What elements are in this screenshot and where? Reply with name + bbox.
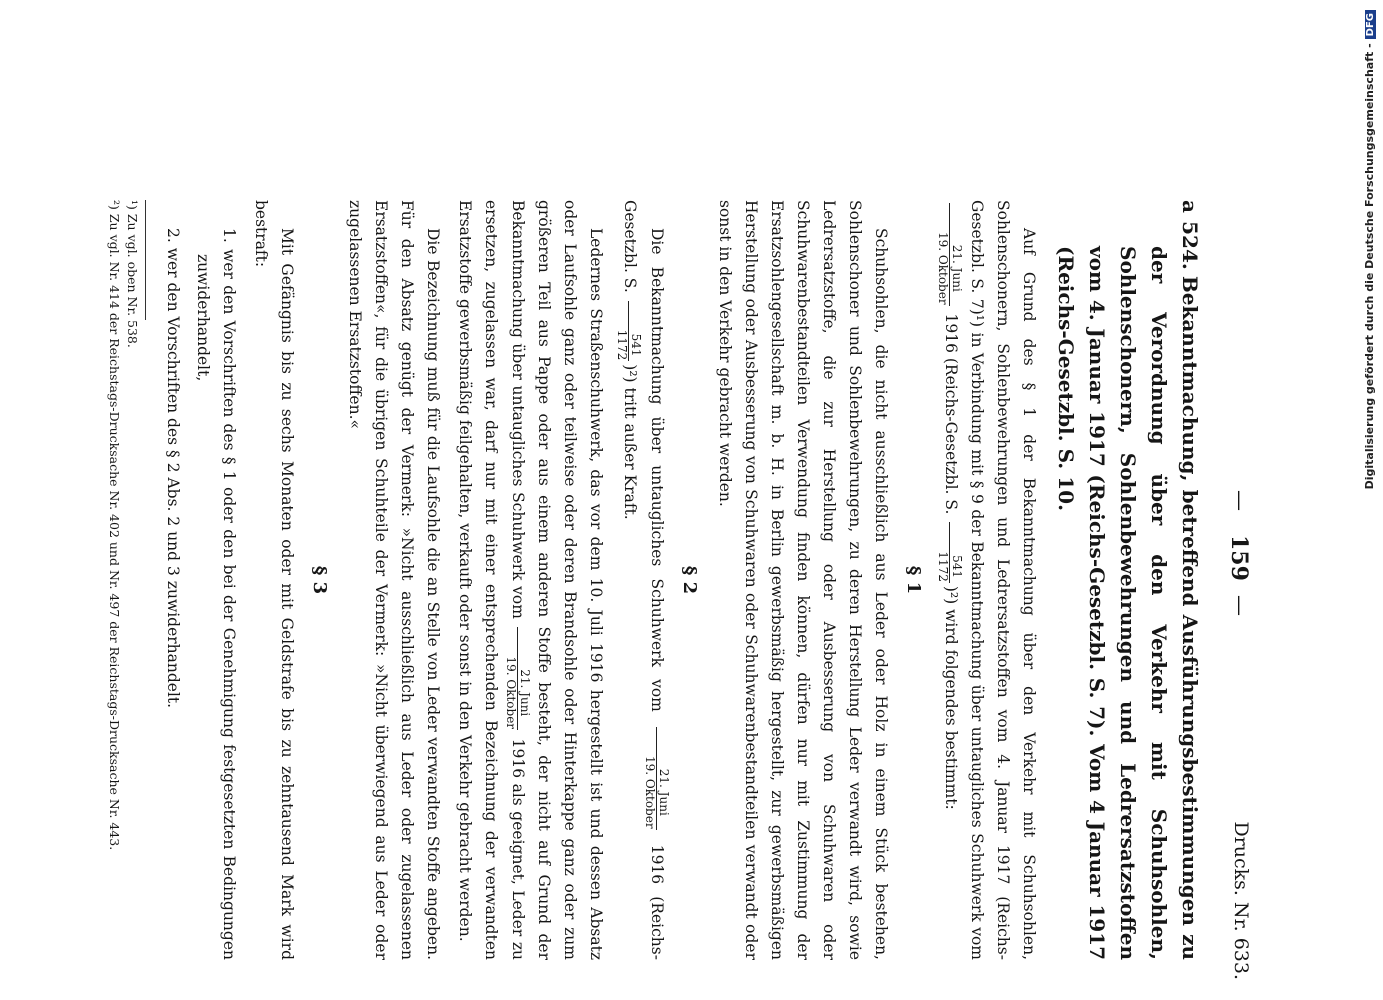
- page-number: 159: [1226, 535, 1252, 581]
- date-fraction: [643, 727, 670, 830]
- frac-top: 21. Juni: [950, 203, 964, 306]
- title-number: a 524.: [1178, 200, 1202, 270]
- page-fraction: [616, 301, 643, 362]
- penalty-item-2: 2. wer den Vorschriften des § 2 Abs. 2 und 3 zuwiderhandelt.: [164, 228, 182, 709]
- page-header: [1222, 190, 1252, 980]
- frac-top: 541: [950, 522, 964, 583]
- druck-reference: Drucks. Nr. 633.: [1230, 821, 1252, 980]
- s2-p2-text-1: Ledernes Straßenschuhwerk, das vor dem 10. Juli 1916 hergestellt ist und dessen Absatz oder Laufsohle ganz oder teilweise oder deren Brandsohle oder Hinterkappe ganz oder zum größeren Teil aus Pappe oder aus einem anderen Stoffe besteht, der nicht auf Grund der Bekanntmachung über untaugliches Schuhwerk vom: [509, 200, 606, 960]
- footnote-2: ²) Zu vgl. Nr. 414 der Reichstags-Drucksache Nr. 402 und Nr. 497 der Reichstags-Drucksache Nr. 443.: [107, 200, 122, 851]
- header-dash-left: —: [1228, 490, 1252, 511]
- section-3-intro: Mit Gefängnis bis zu sechs Monaten oder mit Geldstrafe bis zu zehntausend Mark wird bestraft:: [252, 200, 296, 960]
- section-2-paragraph-2: [452, 200, 610, 960]
- intro-paragraph: [937, 200, 1043, 960]
- date-fraction: [937, 203, 964, 306]
- document-body: [105, 200, 1205, 960]
- section-heading-2: § 2: [679, 565, 701, 595]
- frac-bottom: 1172: [615, 329, 630, 361]
- title-text: Bekanntmachung, betreffend Ausführungsbestimmungen zu der Verordnung über den Verkehr mit Schuhsohlen, Sohlenschonern, Sohlenbewehrungen und Ledrersatzstoffen vom 4. Januar 1917 (Reichs-Gesetzbl. S. 7). Vom 4 Januar 1917 (Reichs-Gesetzbl. S. 10.: [1054, 246, 1202, 961]
- rotated-page: [107, 170, 1260, 990]
- penalty-item-1: 1. wer den Vorschriften des § 1 oder den bei der Genehmigung festgesetzten Bedingungen zuwiderhandelt,: [194, 228, 238, 960]
- page-fraction: [937, 522, 964, 583]
- document-title: [1050, 200, 1205, 960]
- frac-top: 21. Juni: [656, 727, 670, 830]
- s2-text-1: Die Bekanntmachung über untaugliches Schuhwerk vom: [648, 228, 667, 712]
- s2-p2-text-2: 1916 als geeignet, Leder zu ersetzen, zugelassen war, darf nur mit einer entsprechenden Bezeichnung der verwandten Ersatzstoffe gewerbsmäßig feilgehalten, verkauft oder sonst in den Verkehr gebracht werden.: [456, 200, 528, 960]
- credit-text: Digitalisierung gefördert durch die Deutsche Forschungsgemeinschaft -: [1363, 43, 1376, 490]
- frac-bottom: 1172: [936, 551, 951, 582]
- intro-text-1: Auf Grund des § 1 der Bekanntmachung über den Verkehr mit Schuhsohlen, Sohlenschonern, Sohlenbewehrungen und Ledrersatzstoffen vom 4. Januar 1917 (Reichs-Gesetzbl. S. 7)¹) in Verbindung mit § 9 der Bekanntmachung über untaugliches Schuhwerk vom: [968, 200, 1038, 960]
- header-dash-right: —: [1228, 595, 1252, 616]
- section-heading-3: § 3: [309, 565, 330, 595]
- section-heading-1: § 1: [903, 565, 925, 595]
- s2-text-3: )²) tritt außer Kraft.: [621, 364, 639, 520]
- frac-top: 21. Juni: [517, 627, 531, 730]
- section-2-paragraph-1: [616, 200, 671, 960]
- s2-text-2: 1916 (Reichs-Gesetzbl. S.: [621, 200, 667, 960]
- intro-text-2: 1916 (Reichs-Gesetzbl. S.: [942, 313, 960, 515]
- frac-bottom: 19. Oktober: [936, 232, 951, 305]
- intro-text-3: )²) wird folgendes bestimmt:: [942, 585, 960, 810]
- footnote-rule: [145, 200, 146, 320]
- dfg-logo: DFG: [1365, 10, 1376, 39]
- frac-bottom: 19. Oktober: [504, 656, 518, 730]
- frac-bottom: 19. Oktober: [643, 756, 657, 829]
- footnote-1: ¹) Zu vgl. oben Nr. 538.: [125, 200, 140, 348]
- frac-top: 541: [629, 301, 643, 362]
- section-1-text: Schuhsohlen, die nicht ausschließlich aus Leder oder Holz in einem Stück bestehen, Sohlenschoner und Sohlenbewehrungen, zu deren Herstellung Leder verwandt wird, sowie Ledrersatzstoffe, die zur Herstellung oder Ausbesserung von Schuhwaren oder Schuhwarenbestandteilen Verwendung finden können, dürfen nur mit Zustimmung der Ersatzsohlengesellschaft m. b. H. in Berlin gewerbsmäßig hergestellt, zur gewerbsmäßigen Herstellung oder Ausbesserung von Schuhwaren oder Schuhwarenbestandteilen verwandt oder sonst in den Verkehr gebracht werden.: [716, 200, 891, 960]
- date-fraction: [504, 627, 531, 730]
- digitization-credit: [1363, 10, 1381, 985]
- section-2-paragraph-3: Die Bezeichnung muß für die Laufsohle die an Stelle von Leder verwandten Stoffe angeben. Für den Absatz genügt der Vermerk: »Nicht ausschließlich aus Leder oder zugelassenen Ersatzstoffen«, für die übrigen Schuhteile der Vermerk: »Nicht überwiegend aus Leder oder zugelassenen Ersatzstoffen.«: [346, 200, 442, 960]
